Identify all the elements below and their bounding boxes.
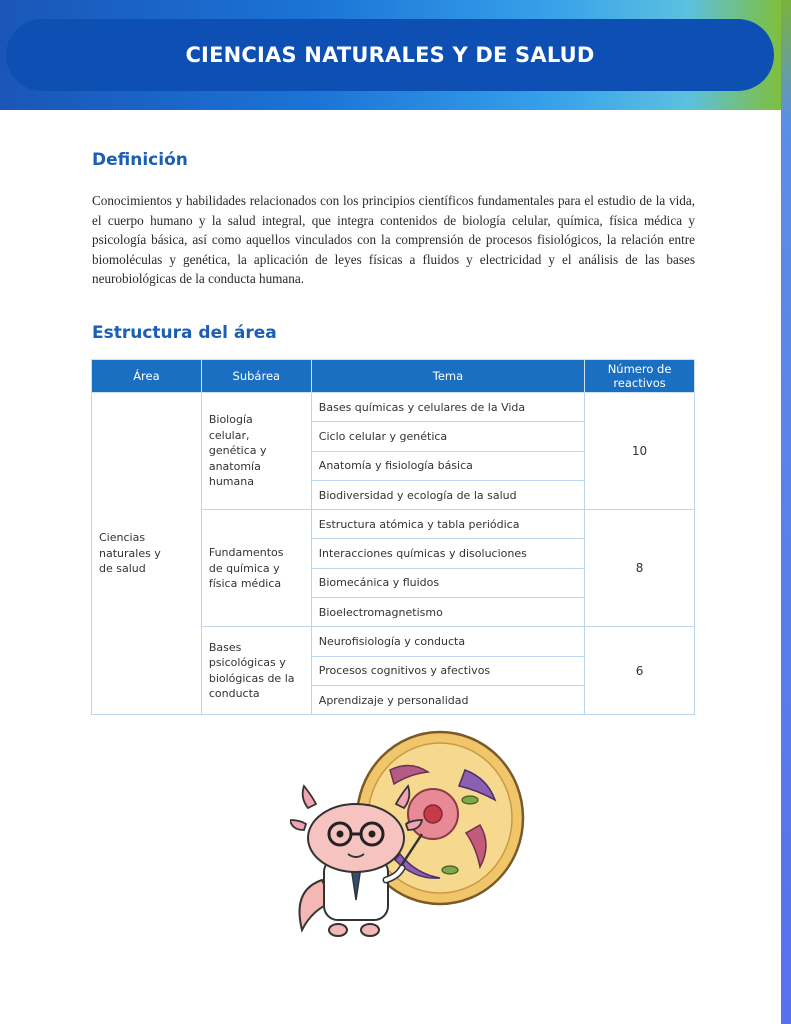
tema-cell: Interacciones químicas y disoluciones [311,539,584,568]
tema-cell: Biomecánica y fluidos [311,568,584,597]
table-row [92,393,695,422]
table-header-row [92,360,695,393]
tema-cell: Biodiversidad y ecología de la salud [311,480,584,509]
estructura-heading: Estructura del área [92,323,277,343]
tema-cell: Bioelectromagnetismo [311,598,584,627]
area-name: Ciencias naturales y de salud [99,531,161,576]
area-cell [92,393,202,715]
col-header-tema: Tema [311,360,584,393]
subarea-cell [201,510,311,627]
header-band [0,0,781,110]
col-header-area: Área [92,360,202,393]
tema-cell: Aprendizaje y personalidad [311,685,584,714]
tema-cell: Anatomía y fisiología básica [311,451,584,480]
estructura-table [91,359,695,715]
page-edge-strip [781,0,791,1024]
subarea-name: Fundamentos de química y física médica [208,546,284,591]
col-header-reactivos [585,360,695,393]
axolotl-teacher-with-cell-icon [290,730,530,940]
definicion-heading: Definición [92,150,188,170]
subarea-cell [201,393,311,510]
tema-cell: Bases químicas y celulares de la Vida [311,393,584,422]
header-pill [6,19,774,91]
reactivos-cell: 10 [585,393,695,510]
col-header-subarea: Subárea [201,360,311,393]
tema-cell: Neurofisiología y conducta [311,627,584,656]
definicion-text: Conocimientos y habilidades relacionados con los principios científicos fundamentales para el estudio de la vida, el cuerpo humano y la salud integral, que integra contenidos de biología celular, química, física médica y psicología básica, así como aquellos vinculados con la comprensión de procesos fisiológicos, la relación entre biomoléculas y genética, la aplicación de leyes físicas a fluidos y electricidad y el análisis de las bases neurobiológicas de la conducta humana. [92,193,695,287]
subarea-name: Biología celular, genética y anatomía humana [208,413,267,489]
page-title: CIENCIAS NATURALES Y DE SALUD [185,43,595,67]
subarea-cell [201,627,311,715]
tema-cell: Estructura atómica y tabla periódica [311,510,584,539]
reactivos-cell: 6 [585,627,695,715]
tema-cell: Procesos cognitivos y afectivos [311,656,584,685]
col-header-reactivos-text: Número de reactivos [607,362,672,390]
tema-cell: Ciclo celular y genética [311,422,584,451]
reactivos-cell: 8 [585,510,695,627]
subarea-name: Bases psicológicas y biológicas de la conducta [208,640,295,701]
